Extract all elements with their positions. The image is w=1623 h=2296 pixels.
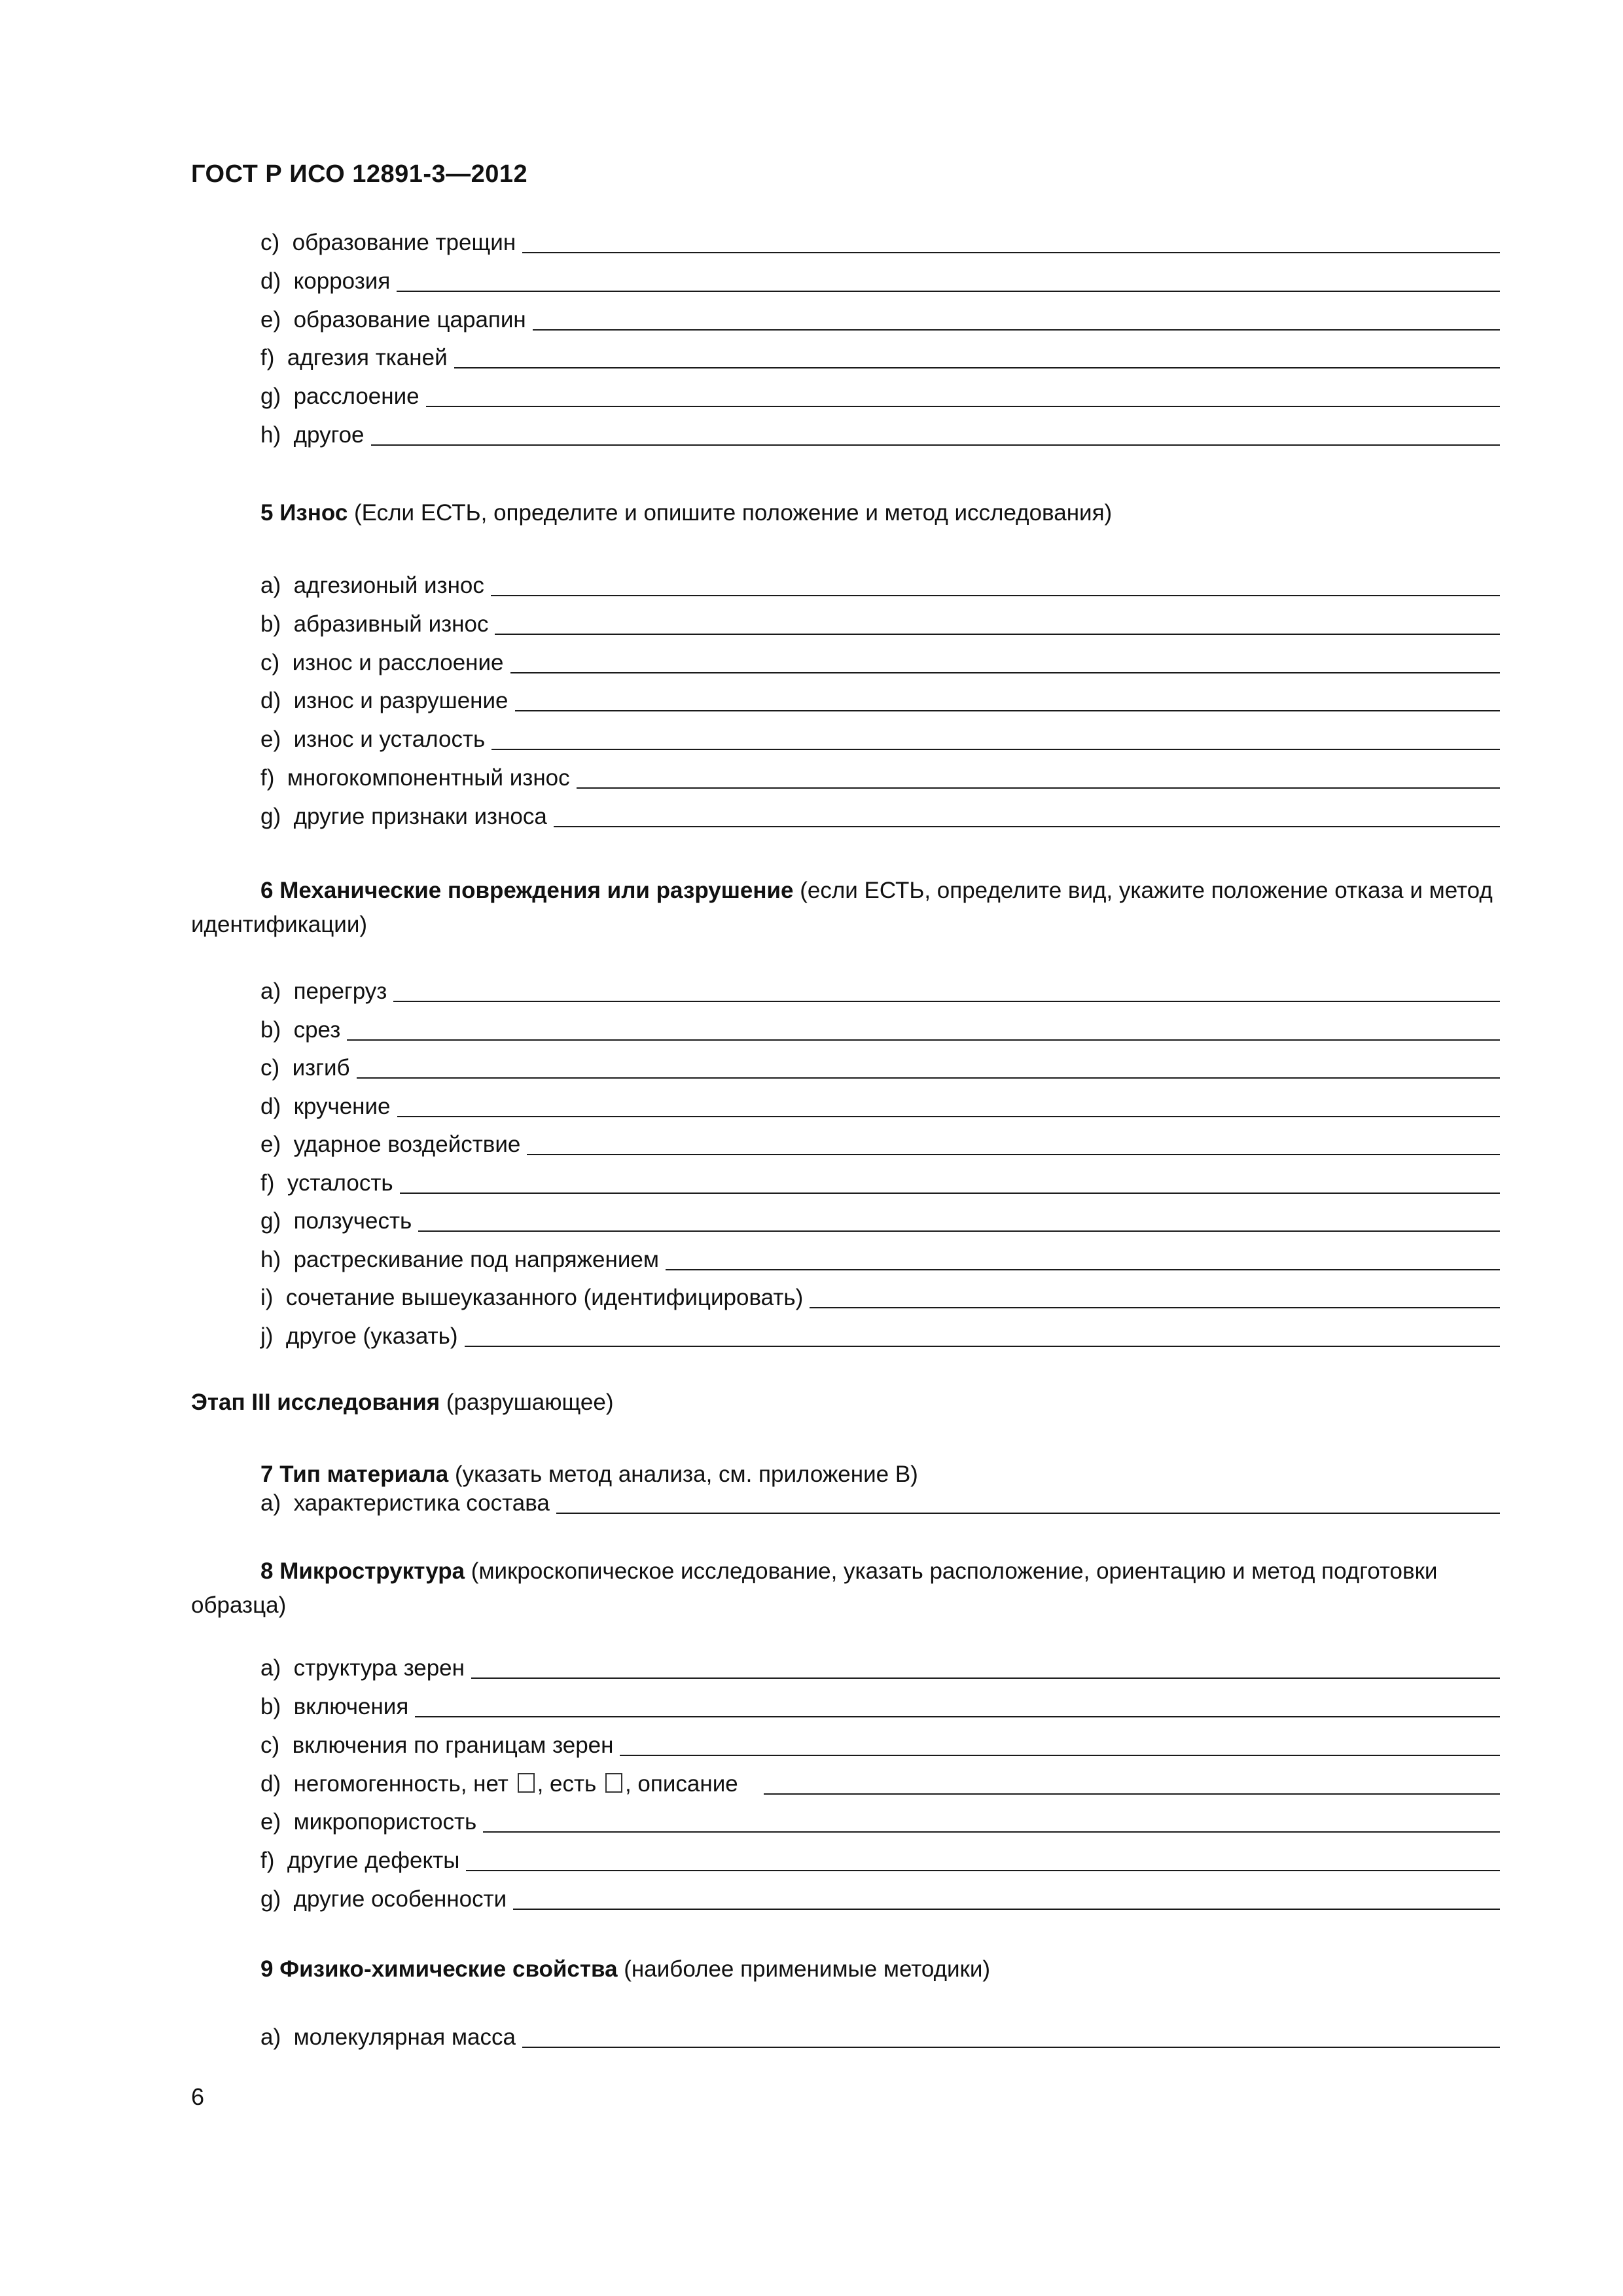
- field-text: молекулярная масса: [293, 2024, 516, 2050]
- field-text: расслоение: [293, 384, 419, 410]
- field-row: [260, 380, 1500, 412]
- answer-line[interactable]: [510, 672, 1500, 673]
- section-5-number: 5: [260, 500, 274, 526]
- field-row: [260, 1652, 1500, 1683]
- stage-3-title: Этап III исследования: [191, 1390, 440, 1415]
- section-8-title: Микроструктура: [279, 1558, 465, 1584]
- answer-line[interactable]: [556, 1512, 1500, 1514]
- answer-line[interactable]: [620, 1754, 1500, 1756]
- field-mark: d): [260, 268, 281, 294]
- answer-line[interactable]: [527, 1153, 1500, 1155]
- field-mark: a): [260, 573, 281, 598]
- field-text-description: , описание: [624, 1771, 738, 1797]
- field-text: износ и разрушение: [293, 688, 508, 714]
- section-9-text: (наиболее применимые методики): [624, 1956, 991, 1982]
- field-mark: c): [260, 649, 280, 675]
- field-label: [260, 266, 390, 296]
- field-mark: g): [260, 803, 281, 829]
- field-row: [260, 685, 1500, 716]
- section-5-heading: [260, 496, 1500, 530]
- answer-line[interactable]: [397, 290, 1500, 292]
- field-row: [260, 647, 1500, 678]
- answer-line[interactable]: [418, 1230, 1500, 1232]
- answer-line[interactable]: [764, 1793, 1500, 1795]
- field-mark: f): [260, 1847, 275, 1873]
- field-mark: f): [260, 345, 275, 371]
- field-row: [260, 1167, 1500, 1198]
- field-row: [260, 608, 1500, 639]
- checkbox-yes[interactable]: [605, 1773, 622, 1793]
- field-text: другие дефекты: [287, 1847, 460, 1873]
- field-row: [260, 800, 1500, 832]
- field-text: включения по границам зерен: [292, 1732, 614, 1758]
- answer-line[interactable]: [554, 825, 1500, 827]
- field-row: [260, 1014, 1500, 1045]
- field-row: [260, 304, 1500, 335]
- field-text: ползучесть: [293, 1208, 412, 1234]
- field-text: адгезионый износ: [293, 573, 484, 598]
- field-text: усталость: [287, 1170, 393, 1196]
- field-text: другие особенности: [293, 1886, 507, 1912]
- field-label: [260, 1807, 476, 1837]
- field-label: [260, 1053, 350, 1083]
- field-mark: d): [260, 1093, 281, 1119]
- field-label: [260, 686, 508, 716]
- field-text: другое (указать): [285, 1323, 458, 1349]
- answer-line[interactable]: [810, 1306, 1500, 1308]
- checkbox-no[interactable]: [518, 1773, 535, 1793]
- field-label: [260, 305, 526, 335]
- field-text: растрескивание под напряжением: [293, 1246, 659, 1272]
- field-label: [260, 571, 484, 601]
- field-text: включения: [293, 1693, 409, 1719]
- answer-line[interactable]: [465, 1345, 1500, 1347]
- field-label: [260, 382, 419, 412]
- field-row: [260, 226, 1500, 258]
- stage-3-text: (разрушающее): [446, 1390, 614, 1415]
- field-row: [260, 1244, 1500, 1275]
- field-mark: f): [260, 1170, 275, 1196]
- field-label: [260, 1321, 458, 1352]
- field-text: структура зерен: [293, 1655, 465, 1681]
- field-label: [260, 1488, 550, 1518]
- section-6-number: 6: [260, 878, 274, 903]
- section-7-number: 7: [260, 1462, 274, 1487]
- field-mark: b): [260, 1693, 281, 1719]
- field-row: [260, 2021, 1500, 2053]
- section-9-number: 9: [260, 1956, 274, 1982]
- field-mark: d): [260, 1771, 281, 1797]
- answer-line[interactable]: [491, 748, 1500, 750]
- field-row: [260, 762, 1500, 793]
- field-mark: d): [260, 688, 281, 714]
- field-label: [260, 1283, 803, 1313]
- field-text: изгиб: [292, 1055, 350, 1081]
- section-7-text: (указать метод анализа, см. приложение В): [454, 1462, 918, 1487]
- field-text: образование трещин: [292, 230, 516, 255]
- section-9-heading: [260, 1952, 1500, 1986]
- field-label: [260, 609, 488, 639]
- answer-line[interactable]: [466, 1869, 1500, 1871]
- field-mark: j): [260, 1323, 274, 1349]
- field-mark: f): [260, 765, 275, 791]
- field-row: [260, 1282, 1500, 1313]
- answer-line[interactable]: [515, 709, 1500, 711]
- field-label: [260, 1245, 659, 1275]
- section-6-text: (если ЕСТЬ, определите вид, укажите положение отказа и метод идентификации): [191, 878, 1493, 937]
- field-mark: b): [260, 1016, 281, 1043]
- field-label: [260, 343, 448, 373]
- answer-line[interactable]: [347, 1039, 1500, 1041]
- answer-line[interactable]: [393, 1000, 1500, 1002]
- field-text: кручение: [293, 1093, 391, 1119]
- field-label: [260, 228, 516, 258]
- section-6-title: Механические повреждения или разрушение: [279, 878, 794, 903]
- field-text: другое: [293, 422, 365, 448]
- answer-line[interactable]: [491, 594, 1500, 596]
- field-row: [260, 265, 1500, 296]
- field-mark: c): [260, 230, 280, 255]
- field-mark: h): [260, 422, 281, 448]
- field-row: [260, 1205, 1500, 1236]
- field-label: [260, 1168, 393, 1198]
- field-mark: g): [260, 384, 281, 410]
- standard-header: ГОСТ Р ИСО 12891-3—2012: [191, 160, 528, 188]
- field-row: [260, 342, 1500, 373]
- field-mark: h): [260, 1246, 281, 1272]
- answer-line[interactable]: [522, 251, 1500, 253]
- field-row: [260, 1806, 1500, 1837]
- section-6-heading: [191, 874, 1500, 942]
- section-8-number: 8: [260, 1558, 274, 1584]
- field-text: абразивный износ: [293, 611, 489, 637]
- field-label: [260, 1846, 459, 1876]
- field-row: [260, 1320, 1500, 1352]
- field-text: образование царапин: [293, 306, 526, 332]
- field-row: [260, 1128, 1500, 1160]
- field-row: [260, 1729, 1500, 1761]
- field-mark: c): [260, 1732, 280, 1758]
- answer-line[interactable]: [400, 1192, 1500, 1194]
- field-label: [260, 648, 504, 678]
- answer-line[interactable]: [426, 405, 1500, 407]
- field-mark: e): [260, 1809, 281, 1835]
- answer-line[interactable]: [513, 1908, 1500, 1910]
- answer-line[interactable]: [483, 1831, 1500, 1833]
- field-label: [260, 1692, 408, 1722]
- field-text: износ и расслоение: [292, 649, 504, 675]
- field-mark: a): [260, 978, 281, 1004]
- section-8-text: (микроскопическое исследование, указать расположение, ориентацию и метод подготовки образца): [191, 1558, 1438, 1618]
- field-row: [260, 975, 1500, 1007]
- answer-line[interactable]: [666, 1268, 1500, 1270]
- field-label: [260, 1731, 613, 1761]
- field-mark: a): [260, 2024, 281, 2050]
- answer-line[interactable]: [357, 1077, 1500, 1079]
- field-mark: g): [260, 1208, 281, 1234]
- field-mark: g): [260, 1886, 281, 1912]
- answer-line[interactable]: [577, 787, 1500, 789]
- field-mark: a): [260, 1655, 281, 1681]
- field-text: износ и усталость: [293, 726, 486, 753]
- section-8-heading: [191, 1554, 1500, 1623]
- section-5-title: Износ: [279, 500, 348, 526]
- answer-line[interactable]: [415, 1715, 1500, 1717]
- field-row: [260, 1691, 1500, 1722]
- field-text: перегруз: [293, 978, 387, 1004]
- field-label: [260, 1884, 507, 1914]
- field-text: характеристика состава: [293, 1490, 550, 1516]
- field-label: [260, 2022, 516, 2053]
- field-text: ударное воздействие: [293, 1132, 521, 1157]
- field-row: [260, 1052, 1500, 1083]
- field-row: [260, 569, 1500, 601]
- field-label: [260, 1653, 465, 1683]
- field-mark: e): [260, 1132, 281, 1157]
- field-label-8d: [260, 1769, 757, 1799]
- field-text: другие признаки износа: [293, 803, 547, 829]
- field-row: [260, 1883, 1500, 1914]
- field-mark: e): [260, 306, 281, 332]
- field-text: срез: [293, 1016, 341, 1043]
- field-text: микропористость: [293, 1809, 477, 1835]
- answer-line[interactable]: [495, 633, 1500, 635]
- field-label: [260, 725, 485, 755]
- field-text: коррозия: [293, 268, 391, 294]
- field-label: [260, 1206, 412, 1236]
- field-label: [260, 1130, 520, 1160]
- field-row: [260, 1487, 1500, 1518]
- answer-line[interactable]: [371, 444, 1500, 446]
- section-9-title: Физико-химические свойства: [279, 1956, 618, 1982]
- answer-line[interactable]: [533, 329, 1500, 331]
- field-row: [260, 1844, 1500, 1876]
- field-row: [260, 723, 1500, 755]
- field-label: [260, 1092, 391, 1122]
- stage-3-heading: [191, 1386, 614, 1419]
- field-row-8d: [260, 1768, 1500, 1799]
- field-label: [260, 420, 365, 450]
- field-label: [260, 802, 547, 832]
- field-mark: i): [260, 1285, 274, 1310]
- field-label: [260, 1015, 340, 1045]
- field-row: [260, 419, 1500, 450]
- field-row: [260, 1090, 1500, 1122]
- section-7-title: Тип материала: [279, 1462, 449, 1487]
- field-text-no: негомогенность, нет: [293, 1771, 508, 1797]
- field-label: [260, 977, 387, 1007]
- field-mark: a): [260, 1490, 281, 1516]
- answer-line[interactable]: [471, 1677, 1500, 1679]
- section-5-text: (Если ЕСТЬ, определите и опишите положение и метод исследования): [354, 500, 1113, 526]
- answer-line[interactable]: [397, 1115, 1500, 1117]
- page-number: 6: [191, 2083, 205, 2110]
- field-text: адгезия тканей: [287, 345, 448, 371]
- answer-line[interactable]: [522, 2046, 1500, 2048]
- field-mark: b): [260, 611, 281, 637]
- field-text: многокомпонентный износ: [287, 765, 570, 791]
- field-text-yes: , есть: [537, 1771, 597, 1797]
- field-mark: c): [260, 1055, 280, 1081]
- field-label: [260, 763, 570, 793]
- field-mark: e): [260, 726, 281, 753]
- answer-line[interactable]: [454, 367, 1500, 368]
- field-text: сочетание вышеуказанного (идентифицировать): [285, 1285, 804, 1310]
